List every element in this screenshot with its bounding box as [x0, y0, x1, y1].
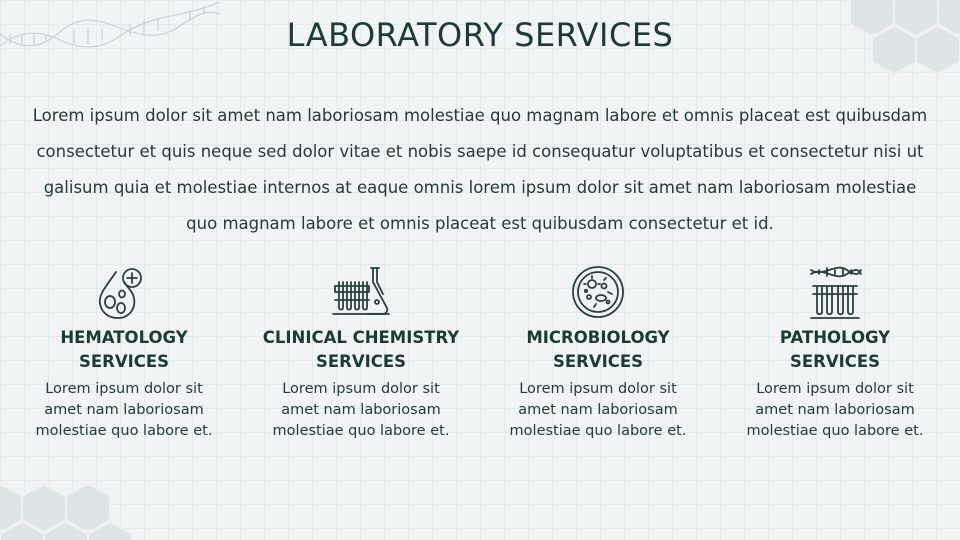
- service-description: [720, 379, 950, 442]
- intro-paragraph: Lorem ipsum dolor sit amet nam laboriosam molestiae quo magnam labore et omnis placeat est quibusdam consectetur et quis neque sed dolor vitae et nobis saepe id consequatur voluptatibus et consectetur nisi ut galisum quia et molestiae internos at eaque omnis lorem ipsum dolor sit amet nam laboriosam molestiae quo magnam labore et omnis placeat est quibusdam consectetur et id.: [32, 106, 928, 233]
- service-description-line: molestiae quo labore et.: [272, 423, 450, 439]
- service-title-line: SERVICES: [78, 352, 170, 371]
- service-description-line: amet nam laboriosam: [44, 402, 204, 418]
- service-description: [483, 379, 713, 442]
- service-title: [720, 326, 950, 374]
- service-description-line: molestiae quo labore et.: [509, 423, 687, 439]
- service-title-line: HEMATOLOGY: [60, 328, 188, 347]
- service-card-microbiology: [483, 264, 713, 442]
- dna-test-tubes-icon: [805, 264, 865, 320]
- service-description: [9, 379, 239, 442]
- service-title-line: MICROBIOLOGY: [526, 328, 670, 347]
- service-description-line: Lorem ipsum dolor sit: [519, 381, 677, 397]
- service-description-line: amet nam laboriosam: [518, 402, 678, 418]
- service-description-line: amet nam laboriosam: [755, 402, 915, 418]
- service-card-hematology: [9, 264, 239, 442]
- service-description: [246, 379, 476, 442]
- service-title: [9, 326, 239, 374]
- petri-dish-icon: [568, 264, 628, 320]
- service-description-line: Lorem ipsum dolor sit: [45, 381, 203, 397]
- service-description-line: amet nam laboriosam: [281, 402, 441, 418]
- service-description-line: Lorem ipsum dolor sit: [756, 381, 914, 397]
- services-row: [0, 264, 960, 464]
- service-card-pathology: [720, 264, 950, 442]
- service-description-line: molestiae quo labore et.: [35, 423, 213, 439]
- service-description-line: molestiae quo labore et.: [746, 423, 924, 439]
- service-title-line: SERVICES: [315, 352, 407, 371]
- service-title: [246, 326, 476, 374]
- service-title-line: CLINICAL CHEMISTRY: [262, 328, 460, 347]
- service-title-line: PATHOLOGY: [779, 328, 891, 347]
- service-title-line: SERVICES: [552, 352, 644, 371]
- test-tubes-flask-icon: [331, 264, 391, 320]
- service-card-clinical-chemistry: [246, 264, 476, 442]
- hexagon-decoration-bottom-left: [0, 470, 150, 540]
- service-title: [483, 326, 713, 374]
- blood-drop-icon: [94, 264, 154, 320]
- page-title: LABORATORY SERVICES: [286, 16, 674, 54]
- service-description-line: Lorem ipsum dolor sit: [282, 381, 440, 397]
- service-title-line: SERVICES: [789, 352, 881, 371]
